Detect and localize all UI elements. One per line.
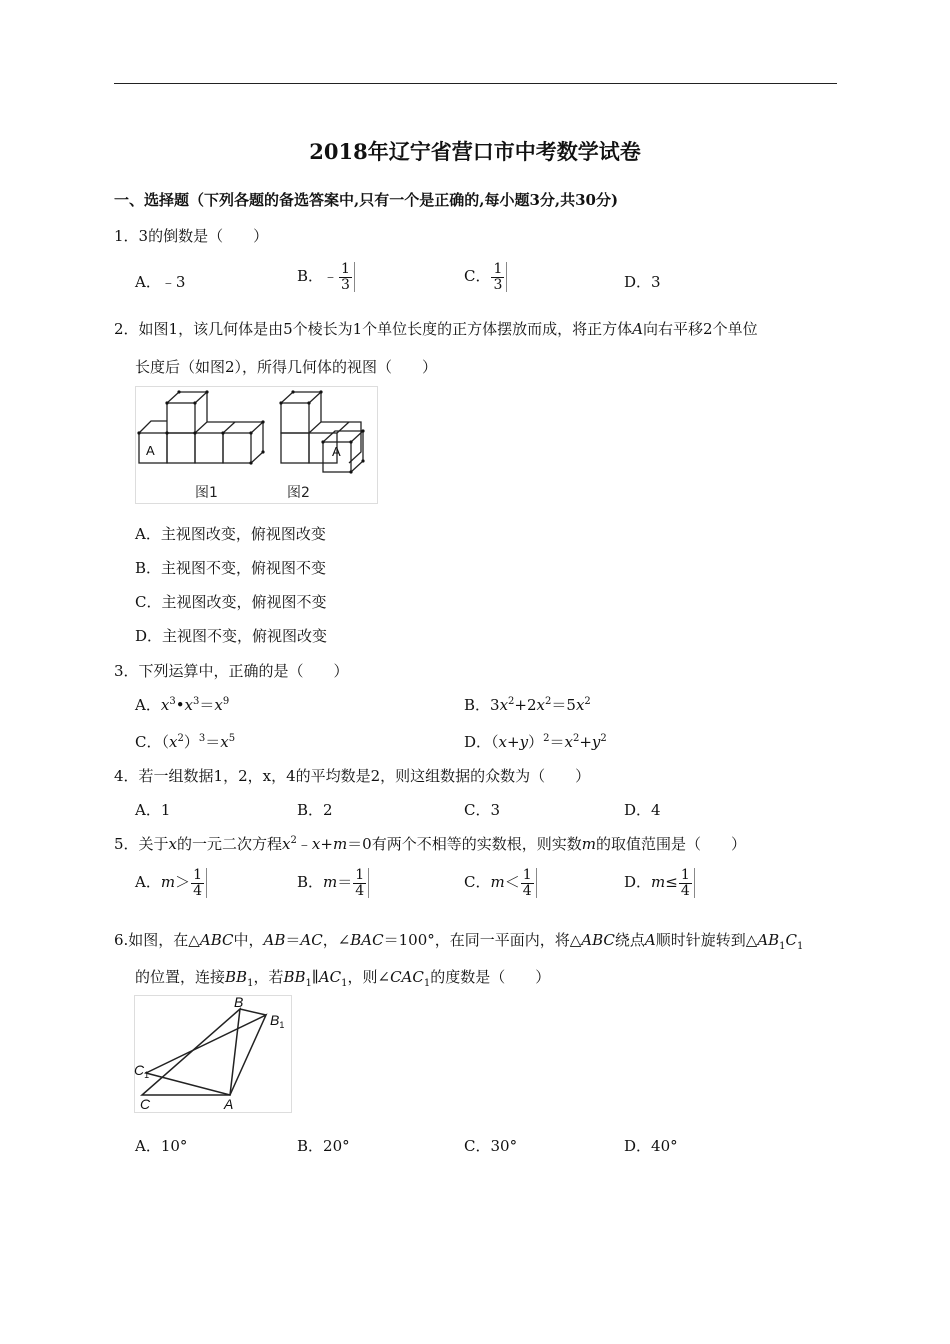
q5-option-a: A．m＞ $\frac{1}{4}$	[135, 868, 208, 898]
fraction: $\frac{1}{4}$	[521, 868, 537, 898]
q3-option-d: D．$(x+y)^2=x^2+y^2$	[464, 733, 607, 751]
q1-option-d: D．3	[624, 273, 661, 291]
q2-option-a: A．主视图改变，俯视图改变	[135, 525, 326, 543]
q3-option-c: C．$(x^2)^3=x^5$	[135, 733, 236, 751]
q1-option-c: C． $\frac{1}{3}$	[464, 262, 508, 292]
fraction: $\frac{1}{4}$	[353, 868, 369, 898]
fig1-cube-label: A	[146, 443, 155, 458]
section-heading: 一、选择题（下列各题的备选答案中,只有一个是正确的,每小题3分,共30分)	[114, 191, 619, 209]
q4-stem: 4．若一组数据1，2，x，4的平均数是2，则这组数据的众数为（ ）	[114, 767, 591, 785]
fraction: $\frac{1}{3}$	[491, 262, 507, 292]
triangle-diagram	[134, 995, 292, 1113]
fig2-caption: 图2	[287, 485, 310, 501]
q6-option-b: B．20°	[297, 1137, 350, 1155]
label-point-c: C	[140, 1096, 151, 1112]
q4-option-a: A．1	[135, 801, 171, 819]
q5-option-d: D．m≤ $\frac{1}{4}$	[624, 868, 696, 898]
q5-stem: 5．关于x的一元二次方程$x^2﹣x+m=0$有两个不相等的实数根，则实数m的取值范围是（ ）	[114, 835, 746, 853]
q1-option-b: B．﹣ $\frac{1}{3}$	[297, 262, 356, 292]
fraction: $\frac{1}{4}$	[191, 868, 207, 898]
q6-stem-line2: 的位置，连接$BB_1$，若$BB_1\parallel AC_1$，则$\angle CAC_1$的度数是（ ）	[135, 968, 551, 989]
header-rule	[114, 83, 837, 84]
fraction: $\frac{1}{4}$	[679, 868, 695, 898]
label-point-b1: $B_1$	[270, 1012, 285, 1030]
q1-stem: 1．3的倒数是（ ）	[114, 227, 269, 245]
label-point-a: A	[224, 1096, 234, 1112]
q5-option-b: B．m＝ $\frac{1}{4}$	[297, 868, 370, 898]
q2-option-b: B．主视图不变，俯视图不变	[135, 559, 327, 577]
q5-option-c: C．m＜ $\frac{1}{4}$	[464, 868, 538, 898]
page-title: 2018年辽宁省营口市中考数学试卷	[309, 139, 641, 164]
q4-option-d: D．4	[624, 801, 661, 819]
fraction: $\frac{1}{3}$	[339, 262, 355, 292]
q2-stem-line1: 2．如图1，该几何体是由5个棱长为1个单位长度的正方体摆放而成，将正方体A向右平移2个单位	[114, 320, 758, 338]
q6-stem-line1: 6.如图，在△ABC中，AB＝AC，∠BAC＝100°，在同一平面内，将△ABC绕点A顺时针旋转到$\triangle AB_1C_1$	[114, 931, 804, 952]
q6-option-a: A．10°	[135, 1137, 188, 1155]
fig1-caption: 图1	[195, 485, 218, 501]
q3-option-a: A．$x^3•x^3=x^9$	[135, 696, 230, 714]
label-point-c1: $C_1$	[134, 1062, 150, 1080]
q4-option-c: C．3	[464, 801, 501, 819]
cube-diagram	[135, 386, 378, 504]
q4-option-b: B．2	[297, 801, 333, 819]
q2-figure	[135, 386, 378, 504]
q3-stem: 3．下列运算中，正确的是（ ）	[114, 662, 349, 680]
label-point-b: B	[234, 995, 244, 1010]
q6-figure	[134, 995, 292, 1113]
fig2-cube-label: A	[332, 444, 341, 459]
q1-option-a: A．﹣3	[135, 273, 186, 291]
q3-option-b: B．$3x^2+2x^2=5x^2$	[464, 696, 591, 714]
q6-option-c: C．30°	[464, 1137, 518, 1155]
q2-stem-line2: 长度后（如图2），所得几何体的视图（ ）	[135, 358, 438, 376]
q2-option-c: C．主视图改变，俯视图不变	[135, 593, 327, 611]
q6-option-d: D．40°	[624, 1137, 678, 1155]
q2-option-d: D．主视图不变，俯视图改变	[135, 627, 328, 645]
